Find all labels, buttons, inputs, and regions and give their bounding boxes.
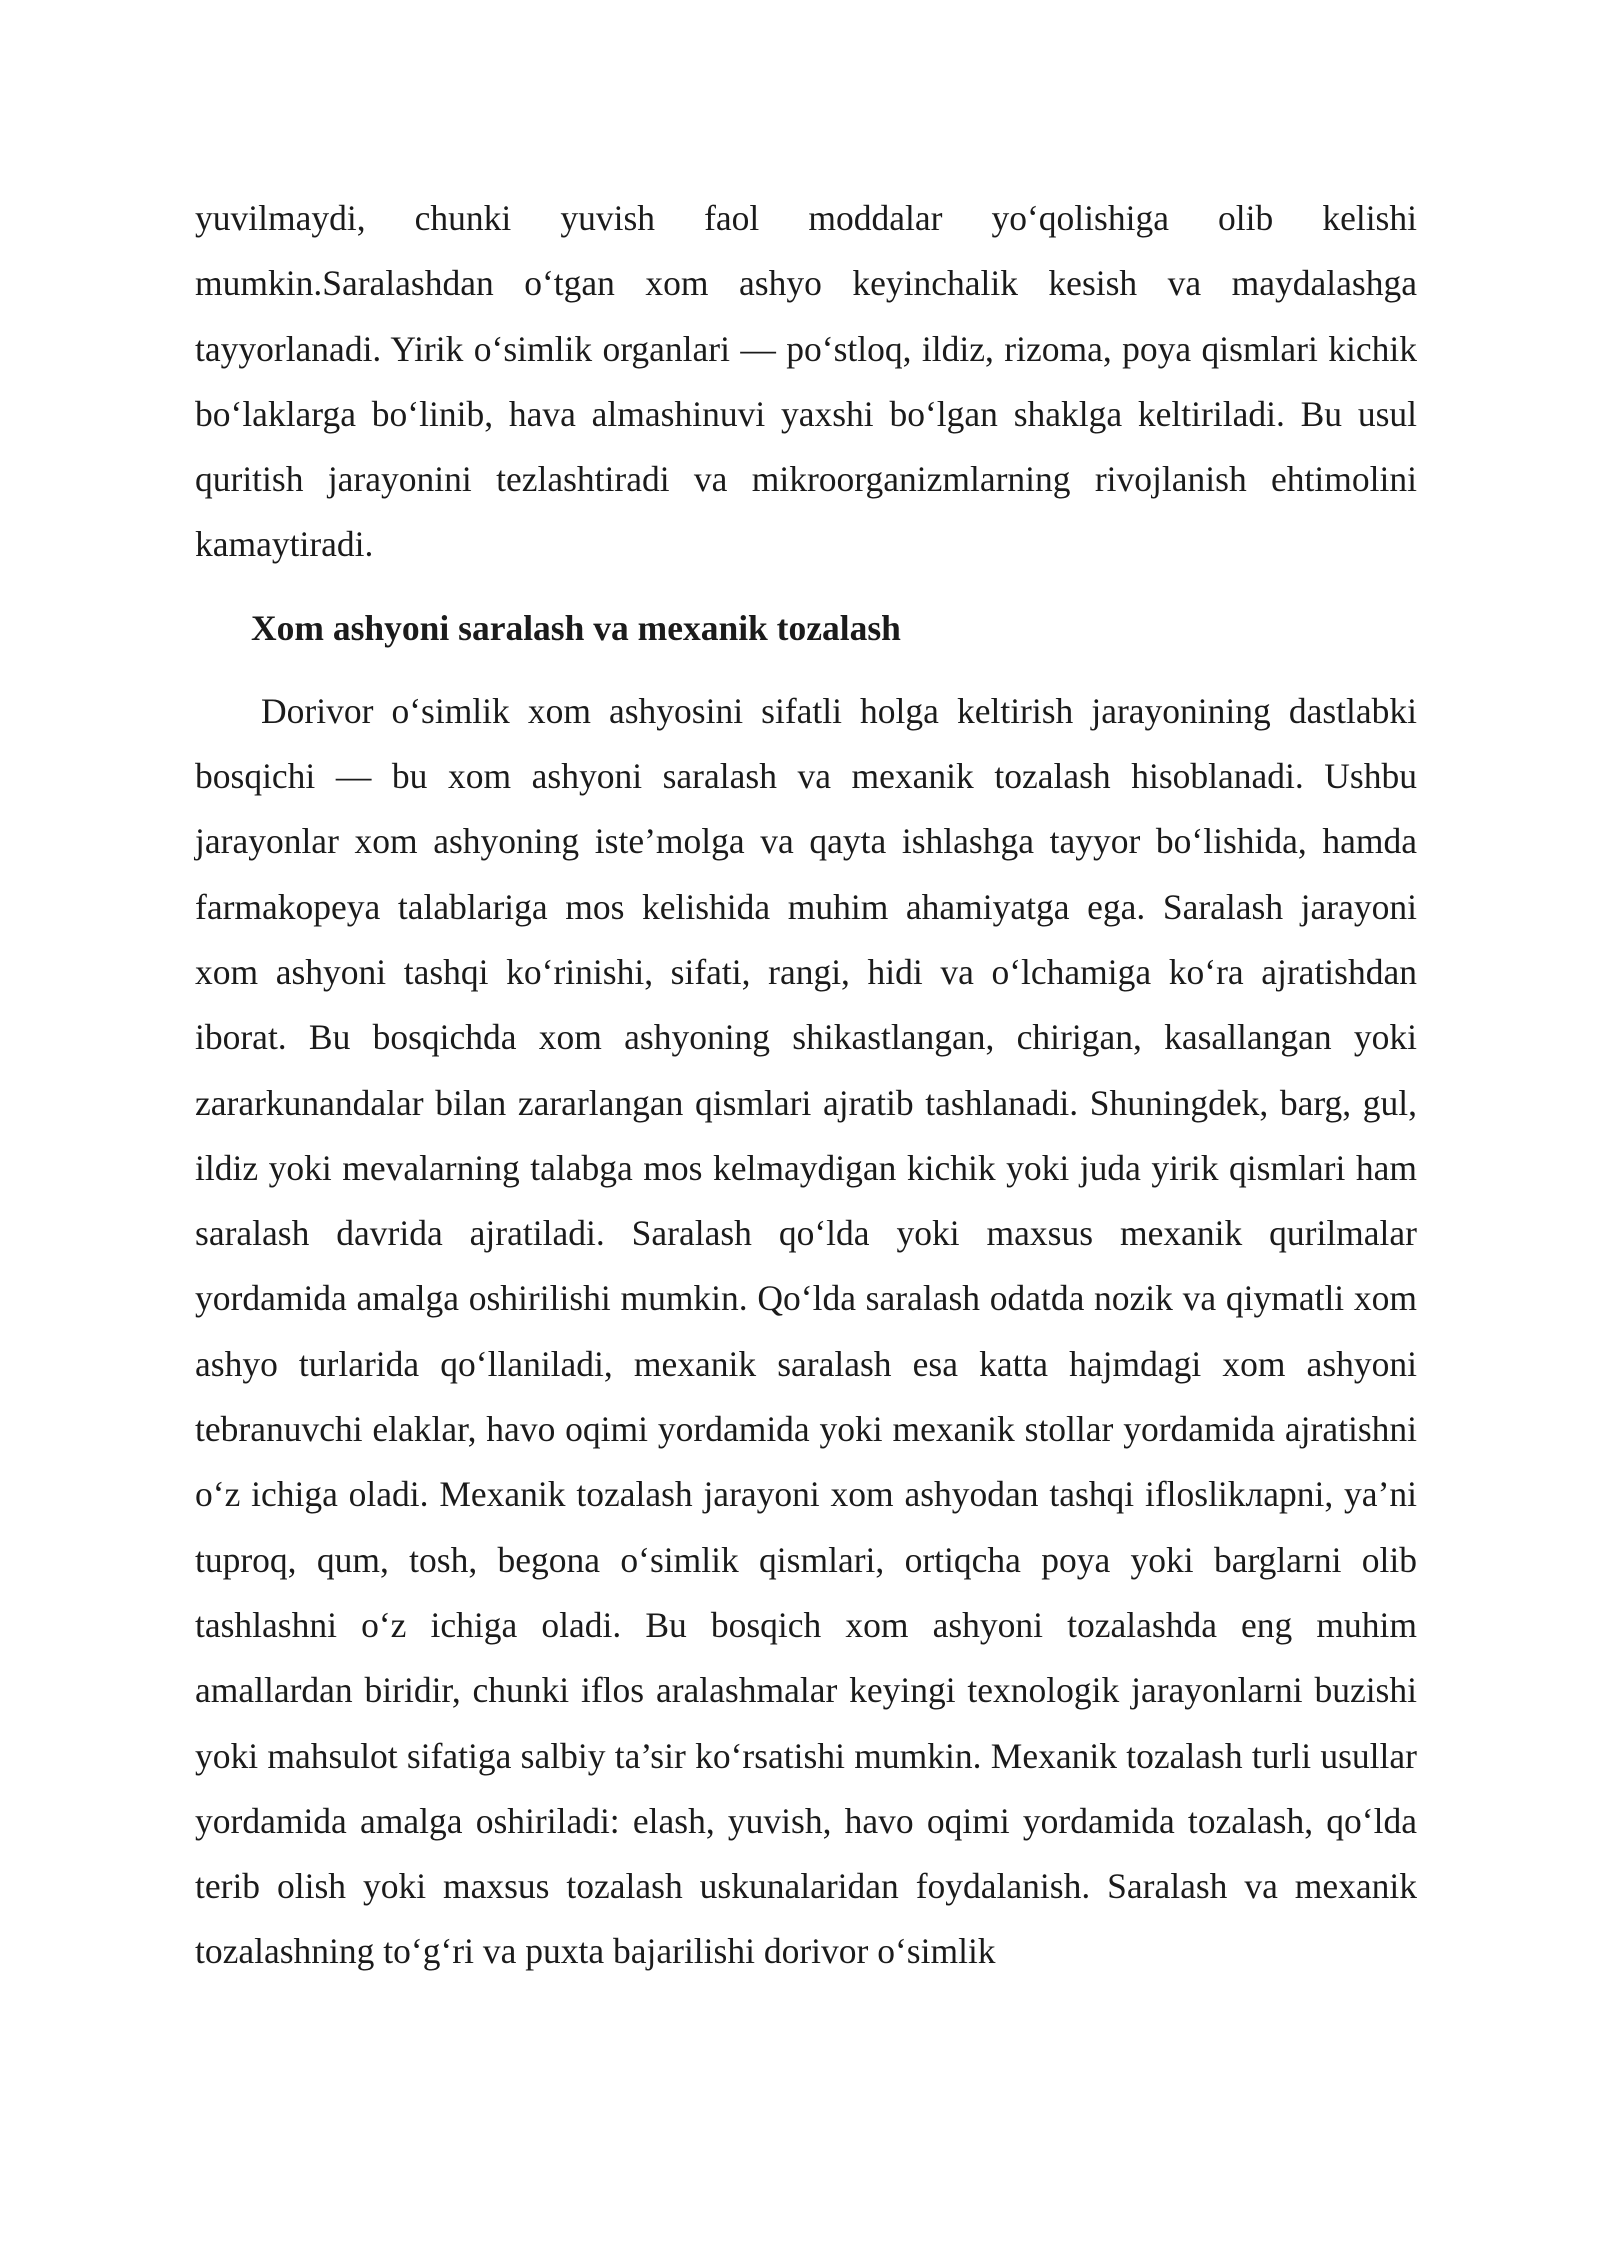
paragraph-main: Dorivor o‘simlik xom ashyosini sifatli holga keltirish jarayonining dastlabki bosqichi — bu xom ashyoni saralash va mexanik tozalash hisoblanadi. Ushbu jarayonlar xom ashyoning iste’molga va qayta ishlashga tayyor bo‘lishida, hamda farmakopeya talablariga mos kelishida muhim ahamiyatga ega. Saralash jarayoni xom ashyoni tashqi ko‘rinishi, sifati, rangi, hidi va o‘lchamiga ko‘ra ajratishdan iborat. Bu bosqichda xom ashyoning shikastlangan, chirigan, kasallangan yoki zararkunandalar bilan zararlangan qismlari ajratib tashlanadi. Shuningdek, barg, gul, ildiz yoki mevalarning talabga mos kelmaydigan kichik yoki juda yirik qismlari ham saralash davrida ajratiladi. Saralash qo‘lda yoki maxsus mexanik qurilmalar yordamida amalga oshirilishi mumkin. Qo‘lda saralash odatda nozik va qiymatli xom ashyo turlarida qo‘llaniladi, mexanik saralash esa katta hajmdagi xom ashyoni tebranuvchi elaklar, havo oqimi yordamida yoki mexanik stollar yordamida ajratishni o‘z ichiga oladi. Mexanik tozalash jarayoni xom ashyodan tashqi ifloslikларni, ya’ni tuproq, qum, tosh, begona o‘simlik qismlari, ortiqcha poya yoki barglarni olib tashlashni o‘z ichiga oladi. Bu bosqich xom ashyoni tozalashda eng muhim amallardan biridir, chunki iflos aralashmalar keyingi texnologik jarayonlarni buzishi yoki mahsulot sifatiga salbiy ta’sir ko‘rsatishi mumkin. Mexanik tozalash turli usullar yordamida amalga oshiriladi: elash, yuvish, havo oqimi yordamida tozalash, qo‘lda terib olish yoki maxsus tozalash uskunalaridan foydalanish. Saralash va mexanik tozalashning to‘g‘ri va puxta bajarilishi dorivor o‘simlik	[195, 690, 1417, 1972]
paragraph-continuation: yuvilmaydi, chunki yuvish faol moddalar yo‘qolishiga olib kelishi mumkin.Saralashdan o‘tgan xom ashyo keyinchalik kesish va maydalashga tayyorlanadi. Yirik o‘simlik organlari — po‘stloq, ildiz, rizoma, poya qismlari kichik bo‘laklarga bo‘linib, hava almashinuvi yaxshi bo‘lgan shaklga keltiriladi. Bu usul quritish jarayonini tezlashtiradi va mikroorganizmlarning rivojlanish ehtimolini kamaytiradi.	[195, 198, 1417, 565]
document-body	[195, 186, 1417, 1985]
section-heading: Xom ashyoni saralash va mexanik tozalash	[251, 607, 901, 648]
